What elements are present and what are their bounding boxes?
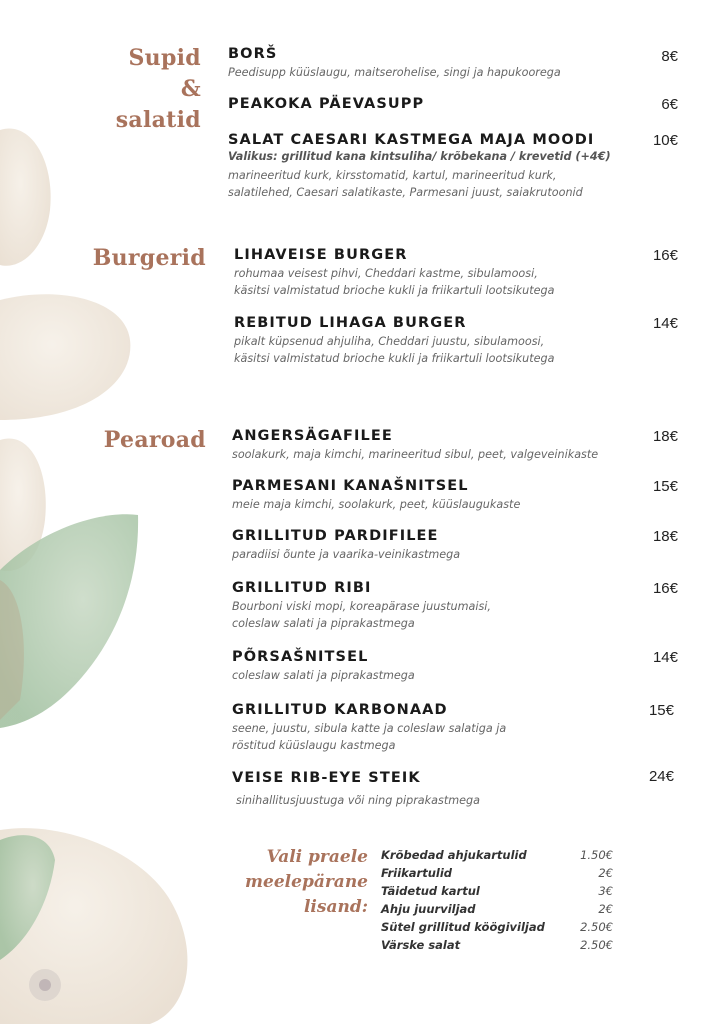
price: 24€ — [648, 768, 674, 785]
menu-item-bors: BORŠ Peedisupp küüslaugu, maitserohelise, singi ja hapukoorega — [228, 46, 561, 79]
menu-item-grillitud-pardifilee: GRILLITUD PARDIFILEE paradiisi õunte ja vaarika-veinikastmega — [232, 528, 461, 561]
petal-shape — [0, 128, 51, 265]
menu-item-rebitud-lihaga-burger: REBITUD LIHAGA BURGER pikalt küpsenud ahjuliha, Cheddari juustu, sibulamoosi, käsitsi valmistatud brioche kukli ja friikartuli lootsikutega — [234, 315, 555, 365]
menu-item-parmesani-kanasnitsel: PARMESANI KANAŠNITSEL meie maja kimchi, soolakurk, peet, küüslaugukaste — [232, 478, 521, 511]
menu-item-lihaveise-burger: LIHAVEISE BURGER rohumaa veisest pihvi, Cheddari kastme, sibulamoosi, käsitsi valmistatud brioche kukli ja friikartuli lootsikutega — [234, 247, 555, 297]
menu-item-grillitud-karbonaad: GRILLITUD KARBONAAD seene, juustu, sibula katte ja coleslaw salatiga ja röstitud küüslaugu kastmega — [232, 702, 507, 752]
price: 16€ — [652, 580, 678, 597]
price: 8€ — [661, 48, 678, 65]
price: 14€ — [652, 315, 678, 332]
menu-item-grillitud-ribi: GRILLITUD RIBI Bourboni viski mopi, koreapärase juustumaisi, coleslaw salati ja piprakastmega — [232, 580, 491, 630]
price: 10€ — [652, 132, 678, 149]
menu-item-porsasnitsel: PÕRSAŠNITSEL coleslaw salati ja piprakastmega — [232, 649, 415, 682]
section-title-soups: Supid & salatid — [115, 45, 201, 133]
menu-item-caesar-salat: SALAT CAESARI KASTMEGA MAJA MOODI Valikus: grillitud kana kintsuliha/ krõbekana / krevetid (+4€) marineeritud kurk, kirsstomatid, kartul, marineeritud kurk, salatilehed, Caesari salatikaste, Parmesani juust, saiakrutoonid — [228, 132, 611, 199]
price: 18€ — [652, 428, 678, 445]
price: 18€ — [652, 528, 678, 545]
price: 6€ — [661, 96, 678, 113]
menu-item-peakoka-paevasupp: PEAKOKA PÄEVASUPP — [228, 96, 425, 112]
price: 14€ — [652, 649, 678, 666]
price: 15€ — [652, 478, 678, 495]
price: 16€ — [652, 247, 678, 264]
sides-title: Vali praele meelepärane lisand: — [245, 847, 368, 917]
menu-item-veise-rib-eye-steik: VEISE RIB-EYE STEIK sinihallitusjuustuga või ning piprakastmega — [232, 770, 480, 807]
petal-shape — [0, 294, 130, 420]
section-title-mains: Pearoad — [103, 427, 206, 453]
price: 15€ — [648, 702, 674, 719]
menu-item-angersagafilee: ANGERSÄGAFILEE soolakurk, maja kimchi, marineeritud sibul, peet, valgeveinikaste — [232, 428, 599, 461]
section-title-burgers: Burgerid — [92, 245, 206, 271]
